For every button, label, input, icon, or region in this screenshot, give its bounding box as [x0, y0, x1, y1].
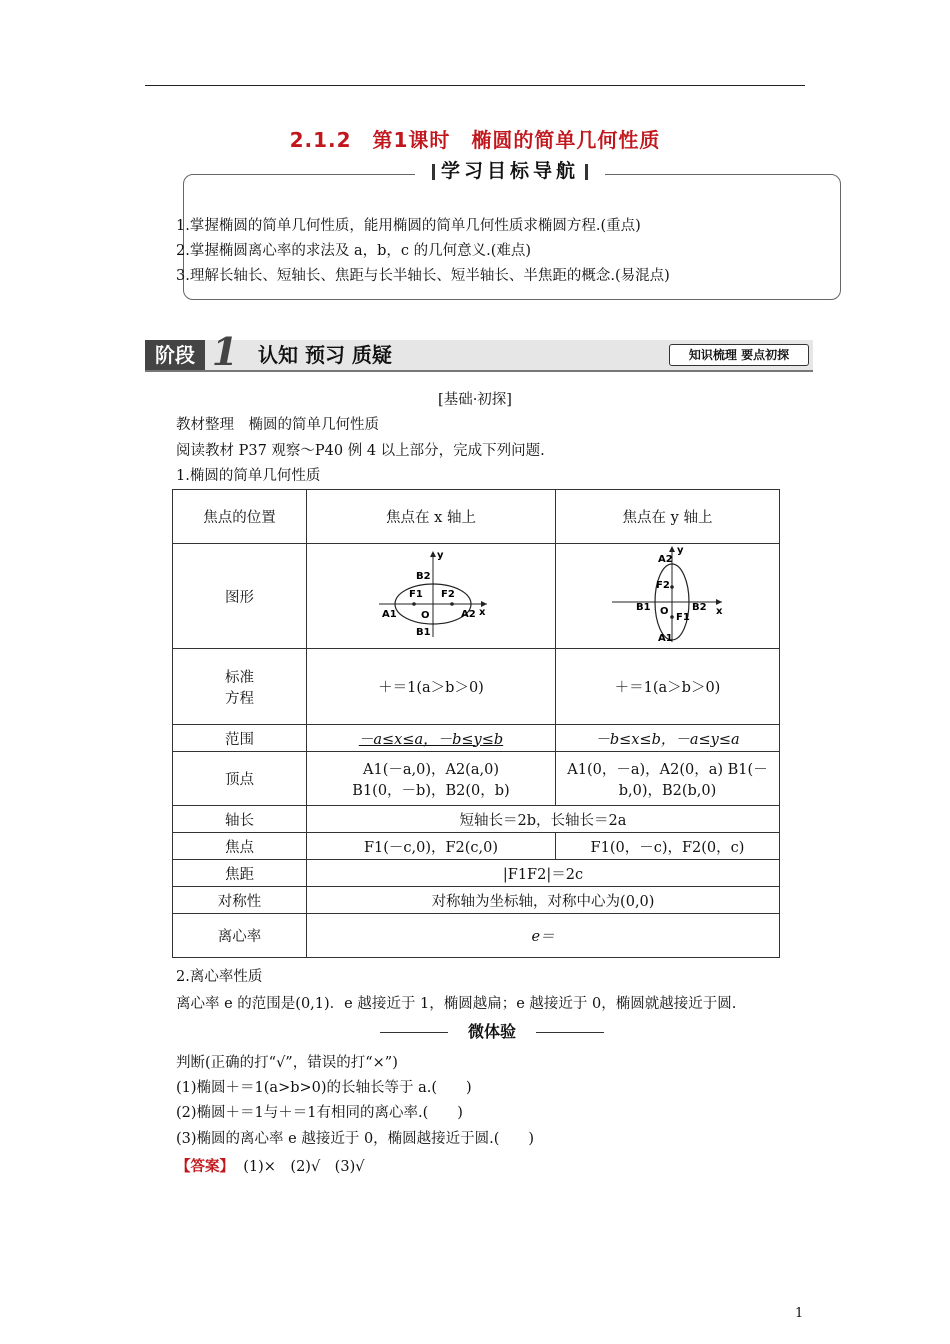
goals-header: 学习目标导航: [415, 157, 605, 185]
range-y: －b≤x≤b，－a≤y≤a: [556, 725, 780, 752]
fig-label: F1: [675, 612, 690, 623]
range-x: －a≤x≤a，－b≤y≤b: [307, 725, 556, 752]
focus-x: F1(－c,0)，F2(c,0): [307, 833, 556, 860]
symmetry: 对称轴为坐标轴，对称中心为(0,0): [307, 887, 780, 914]
row-label: 范围: [173, 725, 307, 752]
fig-label: B1: [416, 627, 431, 638]
question-1: (1)椭圆＋＝1(a>b>0)的长轴长等于 a.( ): [176, 1080, 472, 1096]
reading-line: 阅读教材 P37 观察～P40 例 4 以上部分，完成下列问题.: [176, 443, 545, 459]
focal-distance: |F1F2|＝2c: [307, 860, 780, 887]
row-label: 对称性: [173, 887, 307, 914]
fig-label: O: [659, 606, 669, 617]
eccentricity: e＝: [307, 914, 780, 958]
equation-y: ＋＝1(a＞b＞0): [556, 649, 780, 725]
table-row: [173, 860, 780, 887]
fig-label: O: [421, 610, 430, 621]
fig-label: B1: [635, 602, 651, 613]
table-row: [173, 914, 780, 958]
question-3: (3)椭圆的离心率 e 越接近于 0，椭圆越接近于圆.( ): [176, 1131, 535, 1147]
ellipse-y-figure: [608, 544, 728, 644]
header-cell: 焦点的位置: [173, 490, 307, 544]
fig-label: y: [676, 545, 684, 556]
answer-label: 【答案】: [176, 1158, 234, 1175]
header-cell: 焦点在 y 轴上: [556, 490, 780, 544]
table-row: [173, 544, 780, 649]
vertex-x: A1(－a,0)，A2(a,0) B1(0，－b)，B2(0，b): [307, 752, 556, 806]
fig-label: B2: [691, 602, 707, 613]
judge-instruction: 判断(正确的打“√”，错误的打“×”): [176, 1055, 398, 1071]
micro-header: 微体验: [380, 1020, 604, 1044]
fig-label: A1: [657, 633, 673, 644]
table-row: [173, 833, 780, 860]
fig-label: x: [479, 607, 486, 618]
fig-label: A2: [657, 554, 673, 565]
goal-3: 3.理解长轴长、短轴长、焦距与长半轴长、短半轴长、半焦距的概念.(易混点): [176, 268, 670, 284]
fig-label: F2: [655, 580, 670, 591]
vertex-y: A1(0，－a)，A2(0，a) B1(－ b,0)，B2(b,0): [556, 752, 780, 806]
rule-right: [536, 1032, 604, 1033]
bar-right-icon: [585, 164, 588, 180]
table-row: [173, 752, 780, 806]
rule-left: [380, 1032, 448, 1033]
goal-2: 2.掌握椭圆离心率的求法及 a，b，c 的几何意义.(难点): [176, 243, 532, 259]
table-row: [173, 490, 780, 544]
page-number: 1: [795, 1306, 804, 1321]
goal-1: 1.掌握椭圆的简单几何性质，能用椭圆的简单几何性质求椭圆方程.(重点): [176, 218, 641, 234]
row-label: 标准 方程: [173, 649, 307, 725]
header-cell: 焦点在 x 轴上: [307, 490, 556, 544]
table-row: [173, 649, 780, 725]
question-2: (2)椭圆＋＝1与＋＝1有相同的离心率.( ): [176, 1105, 463, 1121]
item-2-heading: 2.离心率性质: [176, 969, 263, 985]
fig-label: A1: [382, 609, 397, 620]
table-row: [173, 806, 780, 833]
row-label: 焦点: [173, 833, 307, 860]
stage-label: 阶段: [145, 340, 205, 370]
row-label: 焦距: [173, 860, 307, 887]
textbook-line: 教材整理 椭圆的简单几何性质: [176, 417, 379, 433]
top-rule: [145, 85, 805, 86]
ellipse-x-figure: [371, 549, 491, 639]
table-row: [173, 725, 780, 752]
row-label: 图形: [173, 544, 307, 649]
row-label: 轴长: [173, 806, 307, 833]
row-label: 离心率: [173, 914, 307, 958]
item-1-heading: 1.椭圆的简单几何性质: [176, 468, 321, 484]
table-row: [173, 887, 780, 914]
eccentricity-text: 离心率 e 的范围是(0,1)．e 越接近于 1，椭圆越扁；e 越接近于 0，椭圆就越接近于圆.: [176, 996, 737, 1012]
bar-left-icon: [432, 164, 435, 180]
focus-y: F1(0，－c)，F2(0，c): [556, 833, 780, 860]
section-tag: [基础·初探]: [438, 392, 512, 408]
stage-badge: 知识梳理 要点初探: [669, 344, 809, 366]
page-title: 2.1.2 第1课时 椭圆的简单几何性质: [289, 128, 661, 152]
fig-label: B2: [416, 571, 431, 582]
stage-number: 1: [211, 329, 239, 374]
answer-text: (1)× (2)√ (3)√: [243, 1159, 365, 1175]
fig-label: y: [437, 550, 444, 561]
answer-line: [176, 1155, 364, 1176]
stage-title: 认知 预习 质疑: [258, 343, 392, 367]
axis-length: 短轴长＝2b，长轴长＝2a: [307, 806, 780, 833]
fig-label: F2: [441, 589, 455, 600]
figure-cell-x: [307, 544, 556, 649]
equation-x: ＋＝1(a＞b＞0): [307, 649, 556, 725]
fig-label: A2: [461, 609, 476, 620]
figure-cell-y: [556, 544, 780, 649]
fig-label: x: [715, 606, 722, 617]
ellipse-properties-table: [172, 489, 780, 958]
row-label: 顶点: [173, 752, 307, 806]
fig-label: F1: [409, 589, 423, 600]
